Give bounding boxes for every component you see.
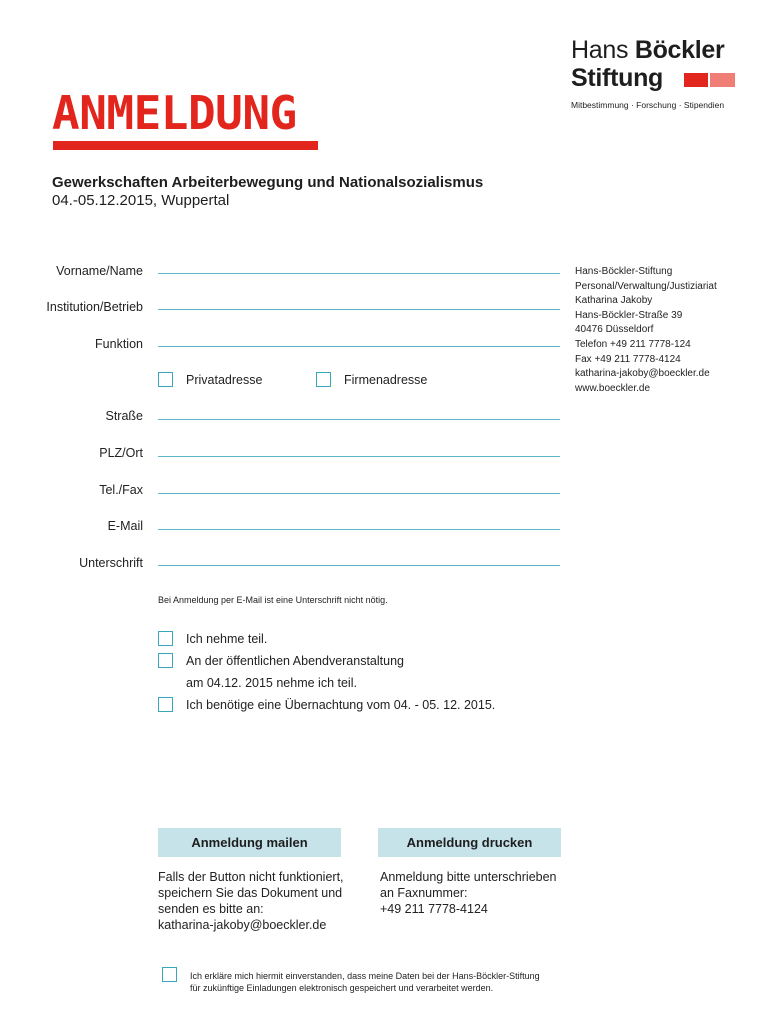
- print-instr-fax: +49 211 7778-4124: [380, 902, 488, 916]
- logo-word-boeckler: Böckler: [634, 36, 725, 64]
- function-label: Funktion: [95, 337, 143, 351]
- contact-email: katharina-jakoby@boeckler.de: [575, 368, 710, 380]
- company-address-label: Firmenadresse: [344, 373, 428, 387]
- mail-instr-line: Falls der Button nicht funktioniert,: [158, 870, 344, 884]
- name-label: Vorname/Name: [56, 264, 143, 278]
- signature-label: Unterschrift: [79, 556, 143, 570]
- private-address-label: Privatadresse: [186, 373, 263, 387]
- mail-instr-line: senden es bitte an:: [158, 902, 264, 916]
- mail-instr-email: katharina-jakoby@boeckler.de: [158, 918, 327, 932]
- street-field[interactable]: [158, 419, 560, 420]
- page-title: ANMELDUNG: [52, 86, 297, 140]
- event-date-place: 04.-05.12.2015, Wuppertal: [52, 192, 230, 209]
- institution-label: Institution/Betrieb: [46, 300, 143, 314]
- print-instr-line: Anmeldung bitte unterschrieben: [380, 870, 557, 884]
- logo-tagline: Mitbestimmung · Forschung · Stipendien: [571, 100, 725, 110]
- consent-line: für zukünftige Einladungen elektronisch gespeichert und verarbeitet werden.: [190, 983, 494, 993]
- logo-word-hans: Hans: [571, 36, 629, 64]
- consent-line: Ich erkläre mich hiermit einverstanden, dass meine Daten bei der Hans-Böckler-Stiftung: [190, 971, 540, 981]
- logo-line1: [571, 36, 724, 65]
- contact-street: Hans-Böckler-Straße 39: [575, 309, 683, 321]
- mail-registration-button[interactable]: Anmeldung mailen: [158, 828, 341, 857]
- mail-instructions: [158, 869, 344, 933]
- contact-dept: Personal/Verwaltung/Justiziariat: [575, 280, 717, 292]
- signature-field[interactable]: [158, 565, 560, 566]
- contact-city: 40476 Düsseldorf: [575, 324, 654, 336]
- mail-instr-line: speichern Sie das Dokument und: [158, 886, 343, 900]
- contact-org: Hans-Böckler-Stiftung: [575, 266, 673, 277]
- evening-event-checkbox[interactable]: [158, 653, 173, 668]
- zip-city-field[interactable]: [158, 456, 560, 457]
- contact-person: Katharina Jakoby: [575, 295, 653, 307]
- print-instr-line: an Faxnummer:: [380, 886, 468, 900]
- overnight-checkbox[interactable]: [158, 697, 173, 712]
- contact-fax: Fax +49 211 7778-4124: [575, 353, 681, 365]
- print-instructions: [380, 869, 557, 917]
- contact-phone: Telefon +49 211 7778-124: [575, 338, 691, 350]
- logo-light-red-bar: [710, 73, 735, 87]
- private-address-checkbox[interactable]: [158, 372, 173, 387]
- contact-block: [575, 265, 717, 396]
- company-address-checkbox[interactable]: [316, 372, 331, 387]
- signature-note: Bei Anmeldung per E-Mail ist eine Unterschrift nicht nötig.: [158, 595, 388, 605]
- email-label: E-Mail: [107, 519, 143, 533]
- phone-fax-field[interactable]: [158, 493, 560, 494]
- logo-red-bar: [684, 73, 708, 87]
- overnight-label: Ich benötige eine Übernachtung vom 04. - 05. 12. 2015.: [186, 698, 496, 712]
- participate-checkbox[interactable]: [158, 631, 173, 646]
- email-field[interactable]: [158, 529, 560, 530]
- event-title: Gewerkschaften Arbeiterbewegung und Nationalsozialismus: [52, 174, 484, 191]
- evening-event-label-line2: am 04.12. 2015 nehme ich teil.: [186, 676, 357, 690]
- consent-checkbox[interactable]: [162, 967, 177, 982]
- phone-fax-label: Tel./Fax: [99, 483, 143, 497]
- title-underline: [53, 141, 318, 150]
- evening-event-label-line1: An der öffentlichen Abendveranstaltung: [186, 654, 404, 668]
- logo-line2: Stiftung: [571, 64, 664, 92]
- name-field[interactable]: [158, 273, 560, 274]
- contact-web: www.boeckler.de: [575, 382, 651, 394]
- print-registration-button[interactable]: Anmeldung drucken: [378, 828, 561, 857]
- consent-text: [190, 970, 540, 994]
- function-field[interactable]: [158, 346, 560, 347]
- institution-field[interactable]: [158, 309, 560, 310]
- street-label: Straße: [105, 409, 143, 423]
- participate-label: Ich nehme teil.: [186, 632, 268, 646]
- zip-city-label: PLZ/Ort: [99, 446, 143, 460]
